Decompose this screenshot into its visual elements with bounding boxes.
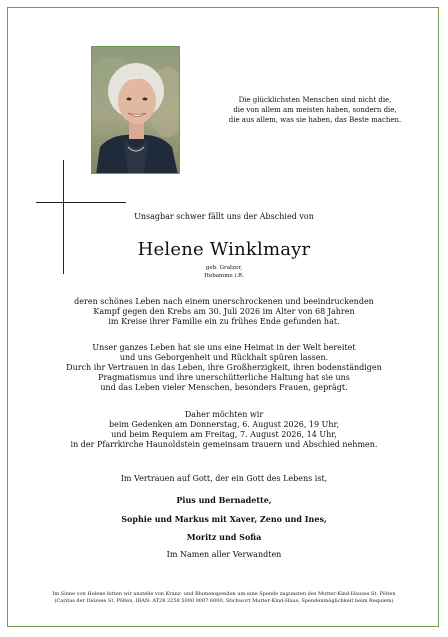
deceased-name: Helene Winklmayr bbox=[137, 239, 311, 260]
text-line: beim Gedenken am Donnerstag, 6. August 2026, 19 Uhr, bbox=[108, 420, 340, 429]
paragraph-services bbox=[40, 410, 408, 450]
donation-note bbox=[20, 591, 428, 605]
text-line: und das Leben vieler Menschen, besonders Frauen, geprägt. bbox=[100, 383, 348, 392]
text-line: Kampf gegen den Krebs am 30. Juli 2026 im Alter von 68 Jahren bbox=[93, 307, 355, 316]
footer-line-1: Im Sinne von Helene bitten wir anstelle von Kranz- und Blumenspenden um eine Spende zugunsten des Mutter-Kind-Hauses St. Pölten bbox=[52, 591, 396, 597]
birth-name: geb. Gratzer, bbox=[205, 265, 243, 271]
text-line: in der Pfarrkirche Haunoldstein gemeinsam trauern und Abschied nehmen. bbox=[70, 440, 378, 449]
footer-line-2: (Caritas der Diözese St. Pölten, IBAN: AT28 3258 5000 0007 6000, Stichwort Mutter-Kind-Haus; Spendenmöglichkeit beim Requiem) bbox=[54, 598, 394, 604]
quote-line-3: die aus allem, was sie haben, das Beste machen. bbox=[228, 116, 402, 124]
family-line: Pius und Bernadette, bbox=[176, 495, 272, 505]
text-line: im Kreise ihrer Familie ein zu frühes Ende gefunden hat. bbox=[108, 317, 340, 326]
text-line: Durch ihr Vertrauen in das Leben, ihre Großherzigkeit, ihren bodenständigen bbox=[66, 363, 382, 372]
portrait-photo bbox=[91, 46, 180, 174]
quote-line-2: die von allem am meisten haben, sondern die, bbox=[233, 106, 397, 114]
faith-line: Im Vertrauen auf Gott, der ein Gott des Lebens ist, bbox=[120, 474, 328, 483]
text-line: deren schönes Leben nach einem unerschrockenen und beeindruckenden bbox=[74, 297, 374, 306]
text-line: Unser ganzes Leben hat sie uns eine Heimat in der Welt bereitet bbox=[92, 343, 356, 352]
intro-line: Unsagbar schwer fällt uns der Abschied von bbox=[134, 212, 314, 221]
text-line: Daher möchten wir bbox=[184, 410, 264, 419]
cross-icon-bar bbox=[36, 202, 126, 203]
text-line: und uns Geborgenheit und Rückhalt spüren lassen. bbox=[119, 353, 329, 362]
paragraph-passing bbox=[40, 297, 408, 327]
occupation: Hebamme i.R. bbox=[204, 273, 244, 279]
quote-line-1: Die glücklichsten Menschen sind nicht die, bbox=[238, 96, 392, 104]
deceased-details bbox=[40, 264, 408, 280]
paragraph-tribute bbox=[40, 343, 408, 393]
relatives-line: Im Namen aller Verwandten bbox=[166, 550, 282, 559]
family-line: Sophie und Markus mit Xaver, Zeno und Ines, bbox=[121, 514, 327, 524]
quote-block bbox=[210, 95, 420, 125]
family-line: Moritz und Sofia bbox=[186, 532, 262, 542]
text-line: und beim Requiem am Freitag, 7. August 2026, 14 Uhr, bbox=[111, 430, 337, 439]
text-line: Pragmatismus und ihre unerschütterliche Haltung hat sie uns bbox=[98, 373, 350, 382]
